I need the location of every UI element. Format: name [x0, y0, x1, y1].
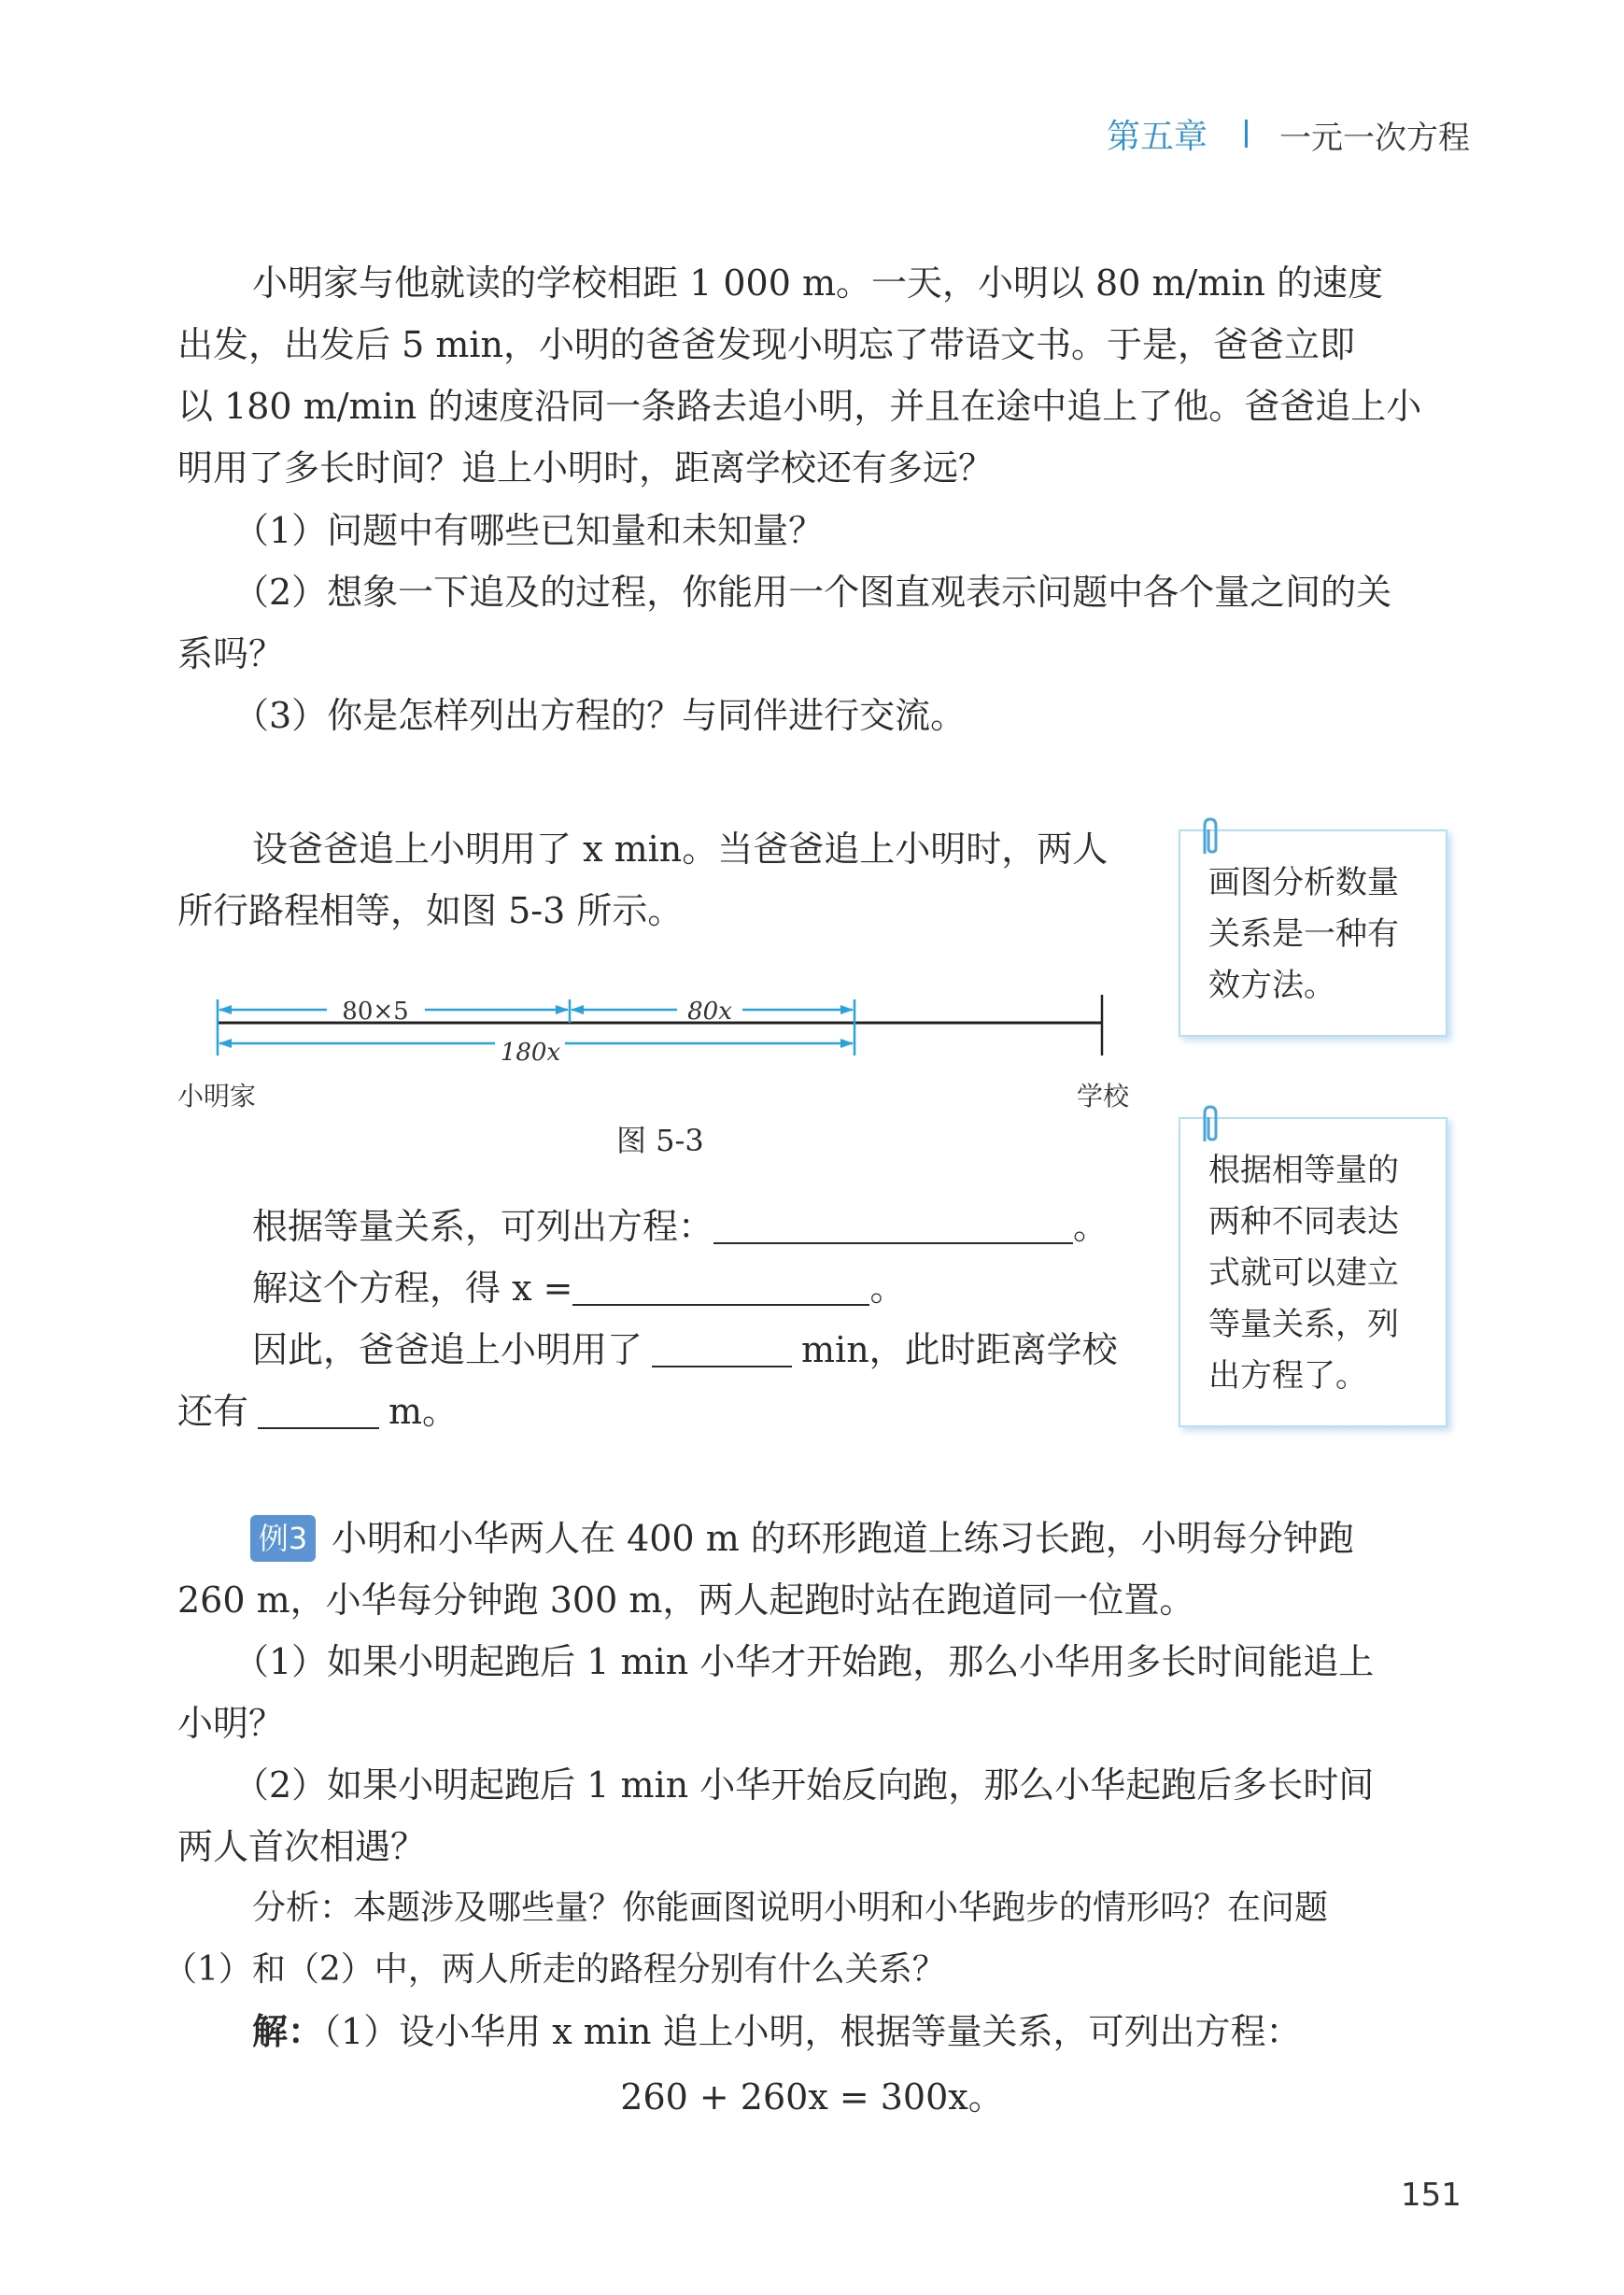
chapter-title: 一元一次方程: [1279, 120, 1470, 157]
distance-blank[interactable]: [258, 1395, 379, 1429]
solution-line-1: 设爸爸追上小明用了 x min。当爸爸追上小明时，两人: [252, 829, 1109, 870]
conclusion-line-1: [252, 1326, 1118, 1373]
example-q1-line-1: （1）如果小明起跑后 1 min 小华才开始跑，那么小华用多长时间能追上: [233, 1641, 1375, 1682]
seg1-label: 80×5: [342, 998, 409, 1026]
example-equation: 260 + 260x = 300x。: [620, 2076, 1004, 2118]
distance-diagram: [173, 976, 1144, 1116]
solve-prompt: [252, 1265, 905, 1311]
seg2-label: 80x: [687, 998, 732, 1026]
equation-prompt: [252, 1203, 1109, 1250]
question-1: （1）问题中有哪些已知量和未知量？: [233, 510, 825, 551]
question-2-line-1: （2）想象一下追及的过程，你能用一个图直观表示问题中各个量之间的关: [233, 572, 1392, 613]
equation-period: 。: [1073, 1206, 1109, 1247]
total-label: 180x: [500, 1039, 561, 1067]
note-1-line-2: 关系是一种有: [1208, 915, 1399, 953]
solve-period: 。: [869, 1268, 906, 1309]
answer-text: （1）设小华用 x min 追上小明，根据等量关系，可列出方程：: [323, 2011, 1302, 2052]
chapter-label: 第五章: [1107, 118, 1208, 156]
answer-line: [252, 2008, 1302, 2055]
problem-line-3: 以 180 m/min 的速度沿同一条路去追小明，并且在途中追上了他。爸爸追上小: [177, 386, 1422, 427]
equation-prompt-text: 根据等量关系，可列出方程：: [252, 1206, 714, 1247]
note-2-line-4: 等量关系，列: [1208, 1306, 1399, 1343]
remain-suffix: m。: [388, 1391, 459, 1432]
question-3: （3）你是怎样列出方程的？与同伴进行交流。: [233, 695, 967, 736]
paperclip-icon: [1197, 816, 1223, 857]
problem-line-1: 小明家与他就读的学校相距 1 000 m。一天，小明以 80 m/min 的速度: [252, 262, 1384, 304]
note-2-line-2: 两种不同表达: [1208, 1203, 1399, 1240]
remain-prefix: 还有: [177, 1391, 249, 1432]
time-blank[interactable]: [652, 1334, 792, 1367]
problem-line-2: 出发，出发后 5 min，小明的爸爸发现小明忘了带语文书。于是，爸爸立即: [177, 324, 1355, 365]
note-2-line-1: 根据相等量的: [1208, 1152, 1399, 1189]
paperclip-icon: [1197, 1104, 1223, 1145]
example-q1-line-2: 小明？: [177, 1703, 285, 1744]
header-divider: [1245, 120, 1248, 148]
analysis-line-2: （1）和（2）中，两人所走的路程分别有什么关系？: [163, 1950, 946, 1989]
solution-line-2: 所行路程相等，如图 5-3 所示。: [177, 890, 684, 931]
solve-prompt-text: 解这个方程，得 x =: [252, 1268, 573, 1309]
conclusion-mid: min，此时距离学校: [801, 1329, 1118, 1370]
note-1-line-1: 画图分析数量: [1208, 864, 1399, 901]
example-line-2: 260 m，小华每分钟跑 300 m，两人起跑时站在跑道同一位置。: [177, 1580, 1195, 1621]
page-number: 151: [1401, 2176, 1462, 2214]
analysis-line-1: 分析：本题涉及哪些量？你能画图说明小明和小华跑步的情形吗？在问题: [252, 1889, 1329, 1927]
side-note-1: [1179, 829, 1447, 1037]
figure-caption: 图 5-3: [616, 1123, 704, 1158]
note-2-line-3: 式就可以建立: [1208, 1254, 1399, 1292]
question-2-line-2: 系吗？: [177, 633, 285, 674]
example-tag: 例3: [250, 1515, 316, 1562]
conclusion-prefix: 因此，爸爸追上小明用了: [252, 1329, 643, 1370]
end-label: 学校: [1077, 1081, 1130, 1112]
start-label: 小明家: [177, 1081, 257, 1112]
equation-blank[interactable]: [713, 1211, 1073, 1244]
example-q2-line-1: （2）如果小明起跑后 1 min 小华开始反向跑，那么小华起跑后多长时间: [233, 1764, 1375, 1806]
conclusion-line-2: [177, 1388, 458, 1435]
note-2-line-5: 出方程了。: [1208, 1357, 1367, 1395]
example-q2-line-2: 两人首次相遇？: [177, 1826, 427, 1867]
solution-blank[interactable]: [572, 1272, 869, 1306]
side-note-2: [1179, 1117, 1447, 1427]
answer-label: 解：: [252, 2011, 324, 2052]
example-line-1: 小明和小华两人在 400 m 的环形跑道上练习长跑，小明每分钟跑: [332, 1518, 1354, 1559]
note-1-line-3: 效方法。: [1208, 967, 1335, 1004]
problem-line-4: 明用了多长时间？追上小明时，距离学校还有多远？: [177, 447, 995, 489]
